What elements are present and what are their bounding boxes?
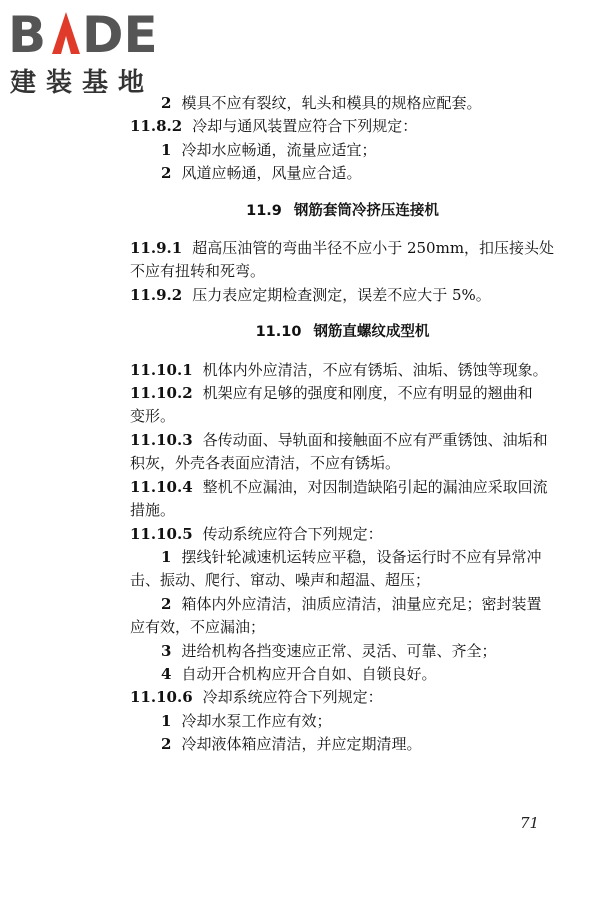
clause-continuation: 不应有扭转和死弯。 <box>130 262 266 281</box>
clause-text: 机体内外应清洁，不应有锈垢、油垢、锈蚀等现象。 <box>202 360 548 379</box>
clause-text: 摆线针轮减速机运转应平稳，设备运行时不应有异常冲 <box>181 547 542 566</box>
section-title: 钢筋直螺纹成型机 <box>313 324 430 341</box>
clause-number: 4 <box>161 664 172 683</box>
clause-number: 2 <box>161 164 172 183</box>
clause-line <box>130 359 555 382</box>
clause-line <box>130 733 555 756</box>
clause-text: 风道应畅通，风量应合适。 <box>181 164 362 183</box>
brand-logo <box>8 6 178 96</box>
clause-line <box>130 382 555 405</box>
clause-line <box>130 284 555 307</box>
clause-line <box>130 429 555 452</box>
clause-line <box>130 162 555 185</box>
clause-text: 压力表应定期检查测定，误差不应大于 5%。 <box>192 285 491 304</box>
clause-text: 冷却与通风装置应符合下列规定： <box>192 117 418 136</box>
clause-line <box>130 476 555 499</box>
clause-text: 自动开合机构应开合自如、自锁良好。 <box>181 664 437 683</box>
clause-text: 冷却系统应符合下列规定： <box>202 688 383 707</box>
logo-letters-de: DE <box>82 6 158 62</box>
bade-wordmark <box>8 6 178 62</box>
logo-tagline: 建装基地 <box>10 68 155 98</box>
section-title: 钢筋套筒冷挤压连接机 <box>293 202 439 219</box>
clause-continuation: 积灰，外壳各表面应清洁，不应有锈垢。 <box>130 454 401 473</box>
clause-line <box>130 640 555 663</box>
clause-text: 进给机构各挡变速应正常、灵活、可靠、齐全； <box>181 641 497 660</box>
clause-text: 模具不应有裂纹，轧头和模具的规格应配套。 <box>181 94 482 112</box>
clause-line <box>130 139 555 162</box>
clause-continuation: 应有效，不应漏油； <box>130 618 266 637</box>
clause-text: 机架应有足够的强度和刚度，不应有明显的翘曲和 <box>202 384 533 403</box>
section-heading <box>130 321 555 344</box>
clause-line <box>130 593 555 616</box>
clause-text: 冷却水泵工作应有效； <box>181 711 332 730</box>
logo-a-mark <box>52 12 80 54</box>
clause-number: 11.10.5 <box>130 524 193 543</box>
section-heading <box>130 200 555 223</box>
clause-continuation: 击、振动、爬行、窜动、噪声和超温、超压； <box>130 571 431 590</box>
clause-text: 冷却水应畅通，流量应适宜； <box>181 140 377 159</box>
clause-line <box>130 523 555 546</box>
clause-line <box>130 92 555 115</box>
clause-number: 3 <box>161 641 172 660</box>
clause-line <box>130 710 555 733</box>
clause-number: 11.9.1 <box>130 239 183 258</box>
clause-number: 11.8.2 <box>130 117 183 136</box>
document-body <box>130 92 555 757</box>
clause-number: 11.10.6 <box>130 688 193 707</box>
clause-text: 传动系统应符合下列规定： <box>202 524 383 543</box>
clause-number: 1 <box>161 711 172 730</box>
clause-number: 2 <box>161 594 172 613</box>
section-number: 11.9 <box>246 202 282 219</box>
clause-text: 冷却液体箱应清洁，并应定期清理。 <box>181 735 422 754</box>
clause-number: 2 <box>161 735 172 754</box>
clause-number: 11.10.2 <box>130 384 193 403</box>
clause-number: 11.10.3 <box>130 430 193 449</box>
clause-number: 2 <box>161 94 172 112</box>
clause-text: 箱体内外应清洁，油质应清洁，油量应充足；密封装置 <box>181 594 542 613</box>
section-number: 11.10 <box>255 324 302 341</box>
clause-line <box>130 115 555 138</box>
clause-line <box>130 546 555 569</box>
clause-text: 各传动面、导轨面和接触面不应有严重锈蚀、油垢和 <box>202 430 548 449</box>
clause-text: 超高压油管的弯曲半径不应小于 250mm，扣压接头处 <box>192 239 555 258</box>
clause-number: 11.10.1 <box>130 360 193 379</box>
clause-line <box>130 686 555 709</box>
clause-continuation: 措施。 <box>130 501 176 520</box>
clause-text: 整机不应漏油，对因制造缺陷引起的漏油应采取回流 <box>202 477 548 496</box>
clause-line <box>130 237 555 260</box>
clause-number: 11.9.2 <box>130 285 183 304</box>
clause-number: 1 <box>161 140 172 159</box>
page-number: 71 <box>520 814 540 832</box>
clause-number: 11.10.4 <box>130 477 193 496</box>
clause-continuation: 变形。 <box>130 407 176 426</box>
clause-line <box>130 663 555 686</box>
logo-letters-b: B <box>8 6 47 62</box>
clause-number: 1 <box>161 547 172 566</box>
